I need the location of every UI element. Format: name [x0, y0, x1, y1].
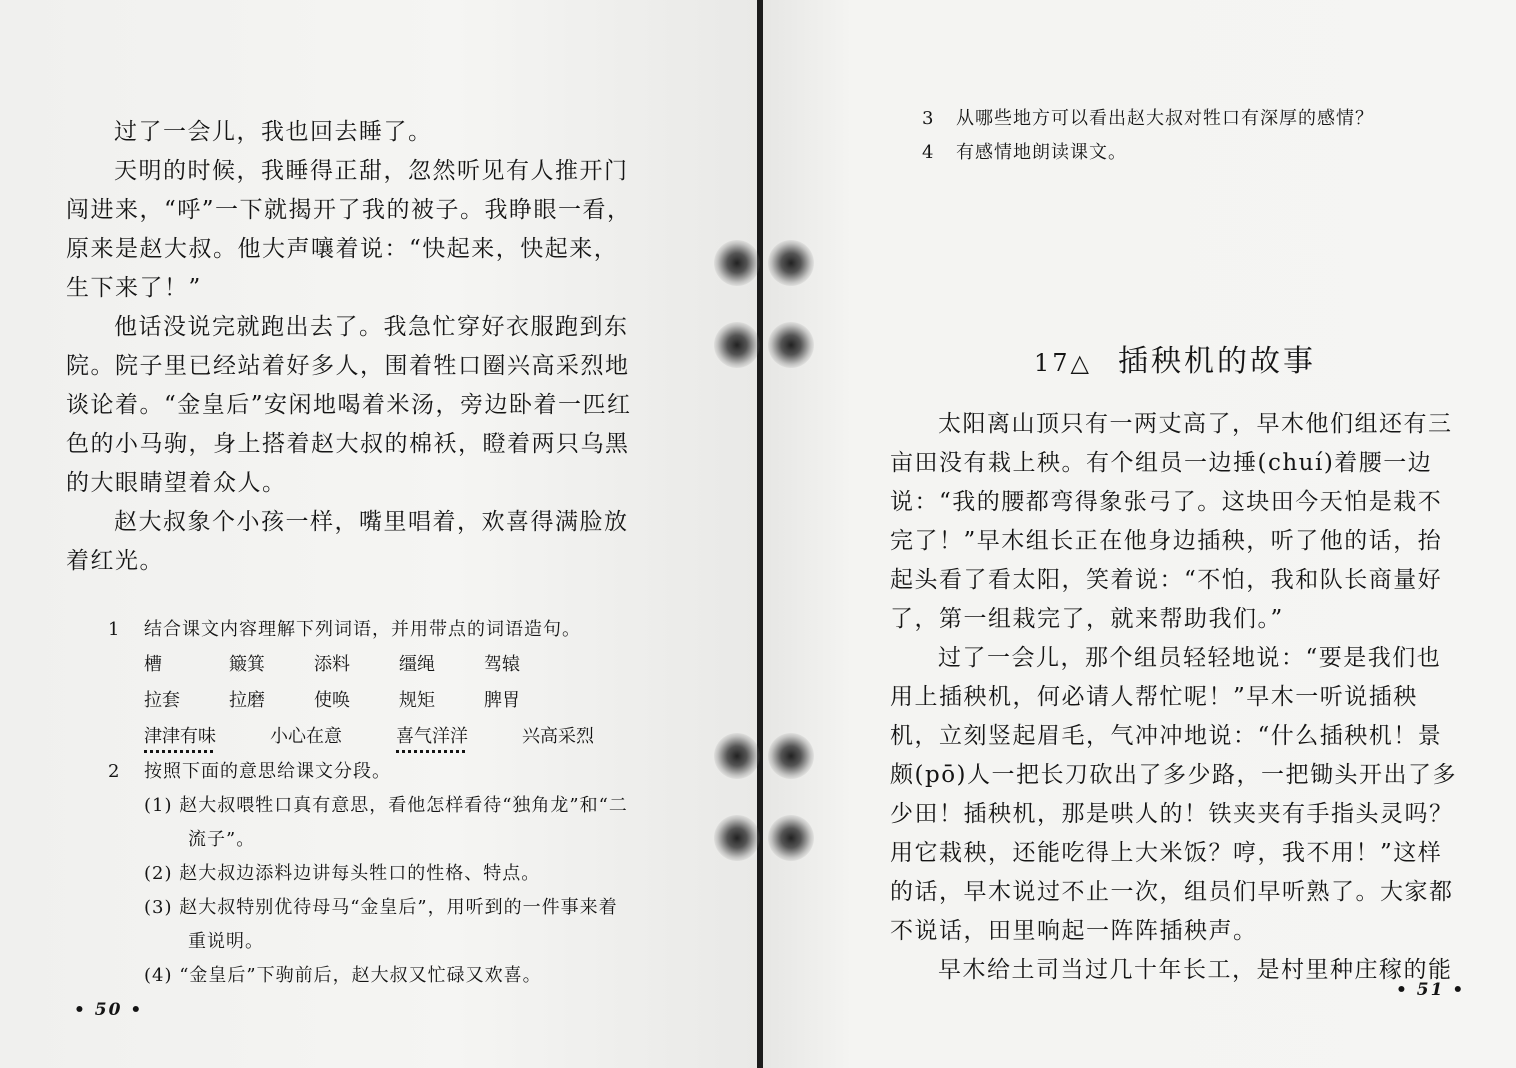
section-item: (1) 赵大叔喂牲口真有意思，看他怎样看待“独角龙”和“二流子”。	[144, 795, 628, 850]
right-text-body	[890, 405, 1462, 990]
page-number: • 51 •	[1396, 980, 1466, 1000]
word-row	[144, 647, 648, 683]
word-list	[108, 647, 648, 755]
binding-hole	[768, 815, 814, 861]
paragraph: 赵大叔象个小孩一样，嘴里唱着，欢喜得满脸放着红光。	[66, 509, 629, 574]
binding-hole	[714, 733, 760, 779]
exercise-number: 1	[108, 619, 121, 640]
exercise-prompt: 按照下面的意思给课文分段。	[144, 761, 391, 782]
exercise-prompt: 有感情地朗读课文。	[956, 142, 1127, 163]
binding-hole	[768, 240, 814, 286]
lesson-number: 17△	[1034, 349, 1092, 377]
book-gutter	[757, 0, 763, 1068]
word: 小心在意	[270, 726, 342, 747]
exercise-4	[922, 136, 1442, 170]
dotted-word: 津津有味	[144, 726, 216, 747]
binding-hole	[714, 240, 760, 286]
exercises	[108, 613, 648, 993]
lesson-heading	[1034, 336, 1316, 380]
binding-hole	[714, 322, 760, 368]
binding-hole	[714, 815, 760, 861]
word: 缰绳	[399, 654, 435, 675]
section-item: (4) “金皇后”下驹前后，赵大叔又忙碌又欢喜。	[144, 965, 542, 986]
lesson-title: 插秧机的故事	[1118, 344, 1316, 379]
exercise-prompt: 从哪些地方可以看出赵大叔对牲口有深厚的感情？	[956, 108, 1374, 129]
word: 规矩	[399, 690, 435, 711]
word: 簸箕	[229, 654, 265, 675]
word: 添料	[314, 654, 350, 675]
dotted-word: 喜气洋洋	[396, 726, 468, 747]
section-item: (2) 赵大叔边添料边讲每头牲口的性格、特点。	[144, 863, 541, 884]
exercise-3	[922, 102, 1442, 136]
paragraph: 他话没说完就跑出去了。我急忙穿好衣服跑到东院。院子里已经站着好多人，围着牲口圈兴高采烈地谈论着。“金皇后”安闲地喝着米汤，旁边卧着一匹红色的小马驹，身上搭着赵大叔的棉袄，瞪着两只乌黑的大眼睛望着众人。	[66, 314, 632, 496]
paragraph: 早木给土司当过几十年长工，是村里种庄稼的能	[938, 957, 1453, 983]
section-list	[108, 789, 648, 993]
word: 槽	[144, 654, 162, 675]
left-text-body	[66, 113, 636, 581]
binding-hole	[768, 322, 814, 368]
word: 使唤	[314, 690, 350, 711]
paragraph: 太阳离山顶只有一两丈高了，早木他们组还有三亩田没有栽上秧。有个组员一边捶(chuí)着腰一边说：“我的腰都弯得象张弓了。这块田今天怕是栽不完了！”早木组长正在他身边插秧，听了他的话，抬起头看了看太阳，笑着说：“不怕，我和队长商量好了，第一组栽完了，就来帮助我们。”	[890, 411, 1453, 632]
word: 兴高采烈	[522, 726, 594, 747]
word: 拉套	[144, 690, 180, 711]
exercise-prompt: 结合课文内容理解下列词语，并用带点的词语造句。	[144, 619, 581, 640]
section-item: (3) 赵大叔特别优待母马“金皇后”，用听到的一件事来着重说明。	[144, 897, 618, 952]
paragraph: 过了一会儿，我也回去睡了。	[114, 119, 433, 145]
exercise-1	[108, 613, 648, 647]
exercise-number: 4	[922, 142, 935, 163]
word: 驾辕	[484, 654, 520, 675]
remaining-exercises	[922, 102, 1442, 170]
exercise-number: 3	[922, 108, 935, 129]
paragraph: 过了一会儿，那个组员轻轻地说：“要是我们也用上插秧机，何必请人帮忙呢！”早木一听说插秧机，立刻竖起眉毛，气冲冲地说：“什么插秧机！景颇(pō)人一把长刀砍出了多少路，一把锄头开出了多少田！插秧机，那是哄人的！铁夹夹有手指头灵吗？用它栽秧，还能吃得上大米饭？哼，我不用！”这样的话，早木说过不止一次，组员们早听熟了。大家都不说话，田里响起一阵阵插秧声。	[890, 645, 1458, 944]
binding-hole	[768, 733, 814, 779]
word: 拉磨	[229, 690, 265, 711]
page-number: • 50 •	[74, 1000, 144, 1020]
exercise-number: 2	[108, 761, 121, 782]
word-row	[144, 683, 648, 719]
word-row	[144, 719, 648, 755]
paragraph: 天明的时候，我睡得正甜，忽然听见有人推开门闯进来，“呼”一下就揭开了我的被子。我睁眼一看，原来是赵大叔。他大声嚷着说：“快起来，快起来，生下来了！”	[66, 158, 632, 301]
word: 脾胃	[484, 690, 520, 711]
exercise-2	[108, 755, 648, 789]
